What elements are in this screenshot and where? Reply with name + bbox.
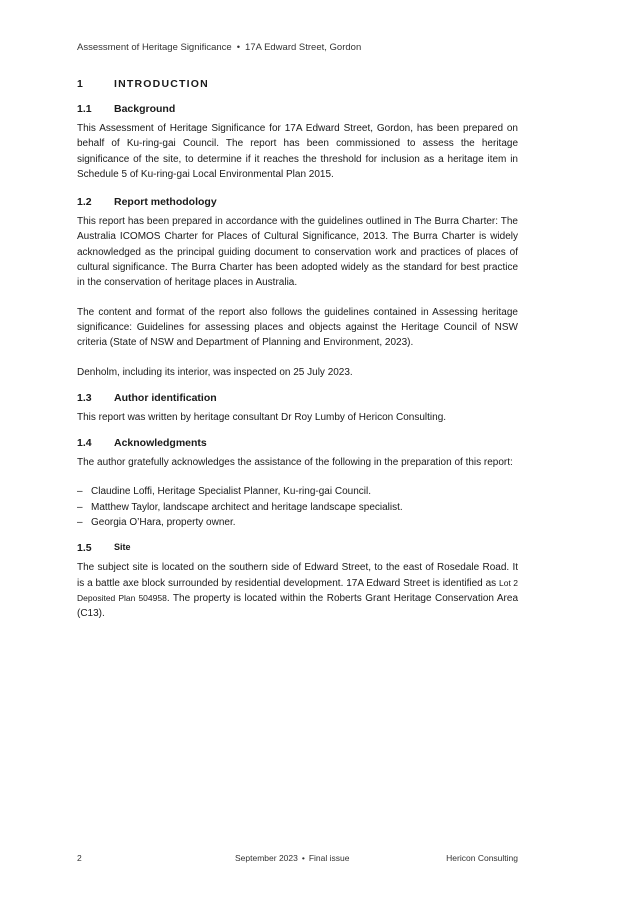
footer-status: Final issue — [308, 853, 350, 863]
section-heading-acknowledgments — [77, 437, 518, 449]
list-dash: – — [77, 486, 83, 498]
author-paragraph: This report was written by heritage consultant Dr Roy Lumby of Hericon Consulting. — [77, 411, 447, 423]
footer-separator: • — [301, 853, 305, 863]
section-title: Acknowledgments — [114, 437, 207, 450]
footer-issue-info — [235, 853, 349, 863]
footer-date: September 2023 — [235, 853, 298, 863]
list-item-text: Claudine Loffi, Heritage Specialist Planner, Ku-ring-gai Council. — [91, 486, 371, 498]
list-item-text: Matthew Taylor, landscape architect and heritage landscape specialist. — [91, 501, 403, 513]
list-item — [77, 500, 518, 515]
list-dash: – — [77, 501, 83, 513]
section-number: 1.5 — [77, 542, 92, 555]
site-lot-reference: Lot 2 Deposited Plan 504958 — [77, 577, 519, 603]
section-title: Site — [114, 542, 131, 553]
list-item — [77, 484, 518, 499]
background-paragraph: This Assessment of Heritage Significance for 17A Edward Street, Gordon, has been prepared on behalf of Ku-ring-gai Council. The report has been commissioned to assess the heritage significance of the site, to determine if it reaches the threshold for inclusion as a heritage item in Schedule 5 of Ku-ring-gai Local Environmental Plan 2015. — [77, 123, 518, 180]
methodology-paragraph-1: This report has been prepared in accordance with the guidelines outlined in The Burra Charter: The Australia ICOMOS Charter for Places of Cultural Significance, 2013. The Burra Charter is widely acknowledged as the principal guiding document to conservation work and practices of places of cultural significance. The Burra Charter has been adopted widely as the standard for best practice in the conservation of heritage places in Australia. — [77, 216, 518, 289]
methodology-paragraph-3: Denholm, including its interior, was inspected on 25 July 2023. — [77, 366, 353, 378]
header-separator: • — [236, 42, 241, 53]
section-title: Author identification — [114, 391, 217, 404]
section-heading-author — [77, 392, 518, 404]
acknowledgments-paragraph: The author gratefully acknowledges the assistance of the following in the preparation of this report: — [77, 457, 513, 469]
section-title: Background — [114, 103, 176, 115]
chapter-heading — [77, 78, 518, 90]
list-item — [77, 515, 518, 530]
running-header — [77, 42, 361, 53]
chapter-number: 1 — [77, 78, 85, 90]
methodology-paragraph-2: The content and format of the report also follows the guidelines contained in Assessing heritage significance: Guidelines for assessing places and objects against the Heritage Council of NSW criteria (State of NSW and Department of Planning and Environment, 2023). — [77, 306, 518, 349]
section-number: 1.2 — [77, 196, 92, 209]
page-footer — [77, 853, 518, 865]
footer-company: Hericon Consulting — [446, 853, 518, 863]
site-text-part-2: . The property is located within the Roberts Grant Heritage Conservation Area (C13). — [77, 592, 519, 620]
section-number: 1.3 — [77, 391, 92, 404]
chapter-title: INTRODUCTION — [114, 78, 209, 90]
header-site-address: 17A Edward Street, Gordon — [245, 42, 362, 53]
site-text-part-1: The subject site is located on the southern side of Edward Street, to the east of Rosedale Road. It is a battle axe block surrounded by residential development. 17A Edward Street is identified as — [77, 562, 518, 589]
site-paragraph — [77, 560, 518, 621]
list-dash: – — [77, 517, 83, 529]
section-heading-methodology — [77, 196, 518, 208]
main-content — [77, 78, 518, 636]
section-number: 1.1 — [77, 103, 92, 115]
list-item-text: Georgia O’Hara, property owner. — [91, 517, 236, 529]
acknowledgments-list — [77, 484, 518, 530]
section-heading-site — [77, 542, 518, 554]
section-title: Report methodology — [114, 196, 217, 209]
header-document-title: Assessment of Heritage Significance — [77, 42, 232, 53]
page-number: 2 — [77, 853, 82, 863]
section-number: 1.4 — [77, 437, 92, 450]
section-heading-background — [77, 103, 518, 115]
